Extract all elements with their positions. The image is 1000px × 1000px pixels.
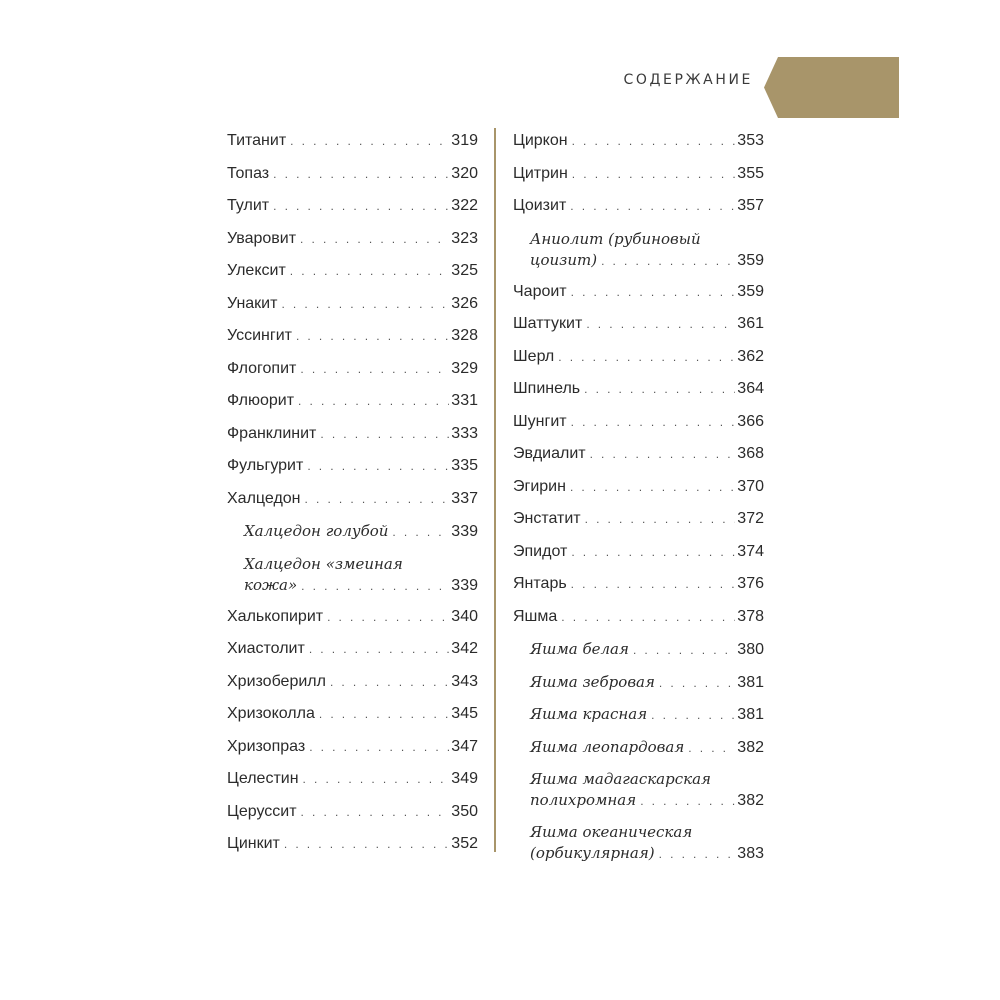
- toc-entry[interactable]: Хризоберилл . . . 343: [227, 666, 478, 699]
- header-tab-marker: [764, 57, 899, 118]
- toc-column-right: [513, 125, 764, 869]
- toc-entry[interactable]: Тулит . . . 322: [227, 190, 478, 223]
- toc-entry[interactable]: Топаз . . . 320: [227, 158, 478, 191]
- toc-entry[interactable]: Циркон . . . 353: [513, 125, 764, 158]
- column-divider: [494, 128, 496, 852]
- toc-entry[interactable]: Эпидот . . . 374: [513, 536, 764, 569]
- toc-entry[interactable]: Янтарь . . . 376: [513, 568, 764, 601]
- toc-entry[interactable]: Хризоколла . . . 345: [227, 698, 478, 731]
- toc-entry[interactable]: Уссингит . . . 328: [227, 320, 478, 353]
- toc-entry[interactable]: Чароит . . . 359: [513, 276, 764, 309]
- toc-entry[interactable]: Флюорит . . . 331: [227, 385, 478, 418]
- toc-entry[interactable]: Шпинель . . . 364: [513, 373, 764, 406]
- toc-entry[interactable]: Халькопирит . . . 340: [227, 601, 478, 634]
- toc-entry[interactable]: Цитрин . . . 355: [513, 158, 764, 191]
- toc-subentry[interactable]: Аниолит (рубиновый цоизит) . . . 359: [513, 223, 764, 276]
- toc-entry[interactable]: Хиастолит . . . 342: [227, 633, 478, 666]
- toc-entry[interactable]: Целестин . . . 349: [227, 763, 478, 796]
- toc-entry[interactable]: Яшма . . . 378: [513, 601, 764, 634]
- toc-subentry[interactable]: Яшма леопардовая . . . 382: [513, 731, 764, 764]
- toc-entry[interactable]: Энстатит . . . 372: [513, 503, 764, 536]
- toc-entry[interactable]: Улексит . . . 325: [227, 255, 478, 288]
- toc-subentry[interactable]: Яшма красная . . . 381: [513, 698, 764, 731]
- toc-entry[interactable]: Шерл . . . 362: [513, 341, 764, 374]
- toc-entry[interactable]: Уваровит . . . 323: [227, 223, 478, 256]
- toc-entry[interactable]: Эгирин . . . 370: [513, 471, 764, 504]
- toc-entry[interactable]: Шунгит . . . 366: [513, 406, 764, 439]
- toc-subentry[interactable]: Халцедон голубой . . . 339: [227, 515, 478, 548]
- toc-entry[interactable]: Унакит . . . 326: [227, 288, 478, 321]
- toc-entry[interactable]: Титанит . . . 319: [227, 125, 478, 158]
- toc-entry[interactable]: Халцедон . . . 337: [227, 483, 478, 516]
- toc-entry[interactable]: Флогопит . . . 329: [227, 353, 478, 386]
- toc-subentry[interactable]: Яшма мадагаскарская полихромная . . . 382: [513, 763, 764, 816]
- toc-entry[interactable]: Франклинит . . . 333: [227, 418, 478, 451]
- page-title: СОДЕРЖАНИЕ: [623, 72, 753, 88]
- toc-entry[interactable]: Хризопраз . . . 347: [227, 731, 478, 764]
- toc-entry[interactable]: Шаттукит . . . 361: [513, 308, 764, 341]
- toc-subentry[interactable]: Яшма зебровая . . . 381: [513, 666, 764, 699]
- toc-entry[interactable]: Фульгурит . . . 335: [227, 450, 478, 483]
- toc-entry[interactable]: Цоизит . . . 357: [513, 190, 764, 223]
- toc-entry[interactable]: Церуссит . . . 350: [227, 796, 478, 829]
- toc-subentry[interactable]: Яшма белая . . . 380: [513, 633, 764, 666]
- toc-entry[interactable]: Цинкит . . . 352: [227, 828, 478, 861]
- toc-column-left: [227, 125, 478, 861]
- toc-subentry[interactable]: Яшма океаническая (орбикулярная) . . . 383: [513, 816, 764, 869]
- toc-subentry[interactable]: Халцедон «змеиная кожа» . . . 339: [227, 548, 478, 601]
- toc-entry[interactable]: Эвдиалит . . . 368: [513, 438, 764, 471]
